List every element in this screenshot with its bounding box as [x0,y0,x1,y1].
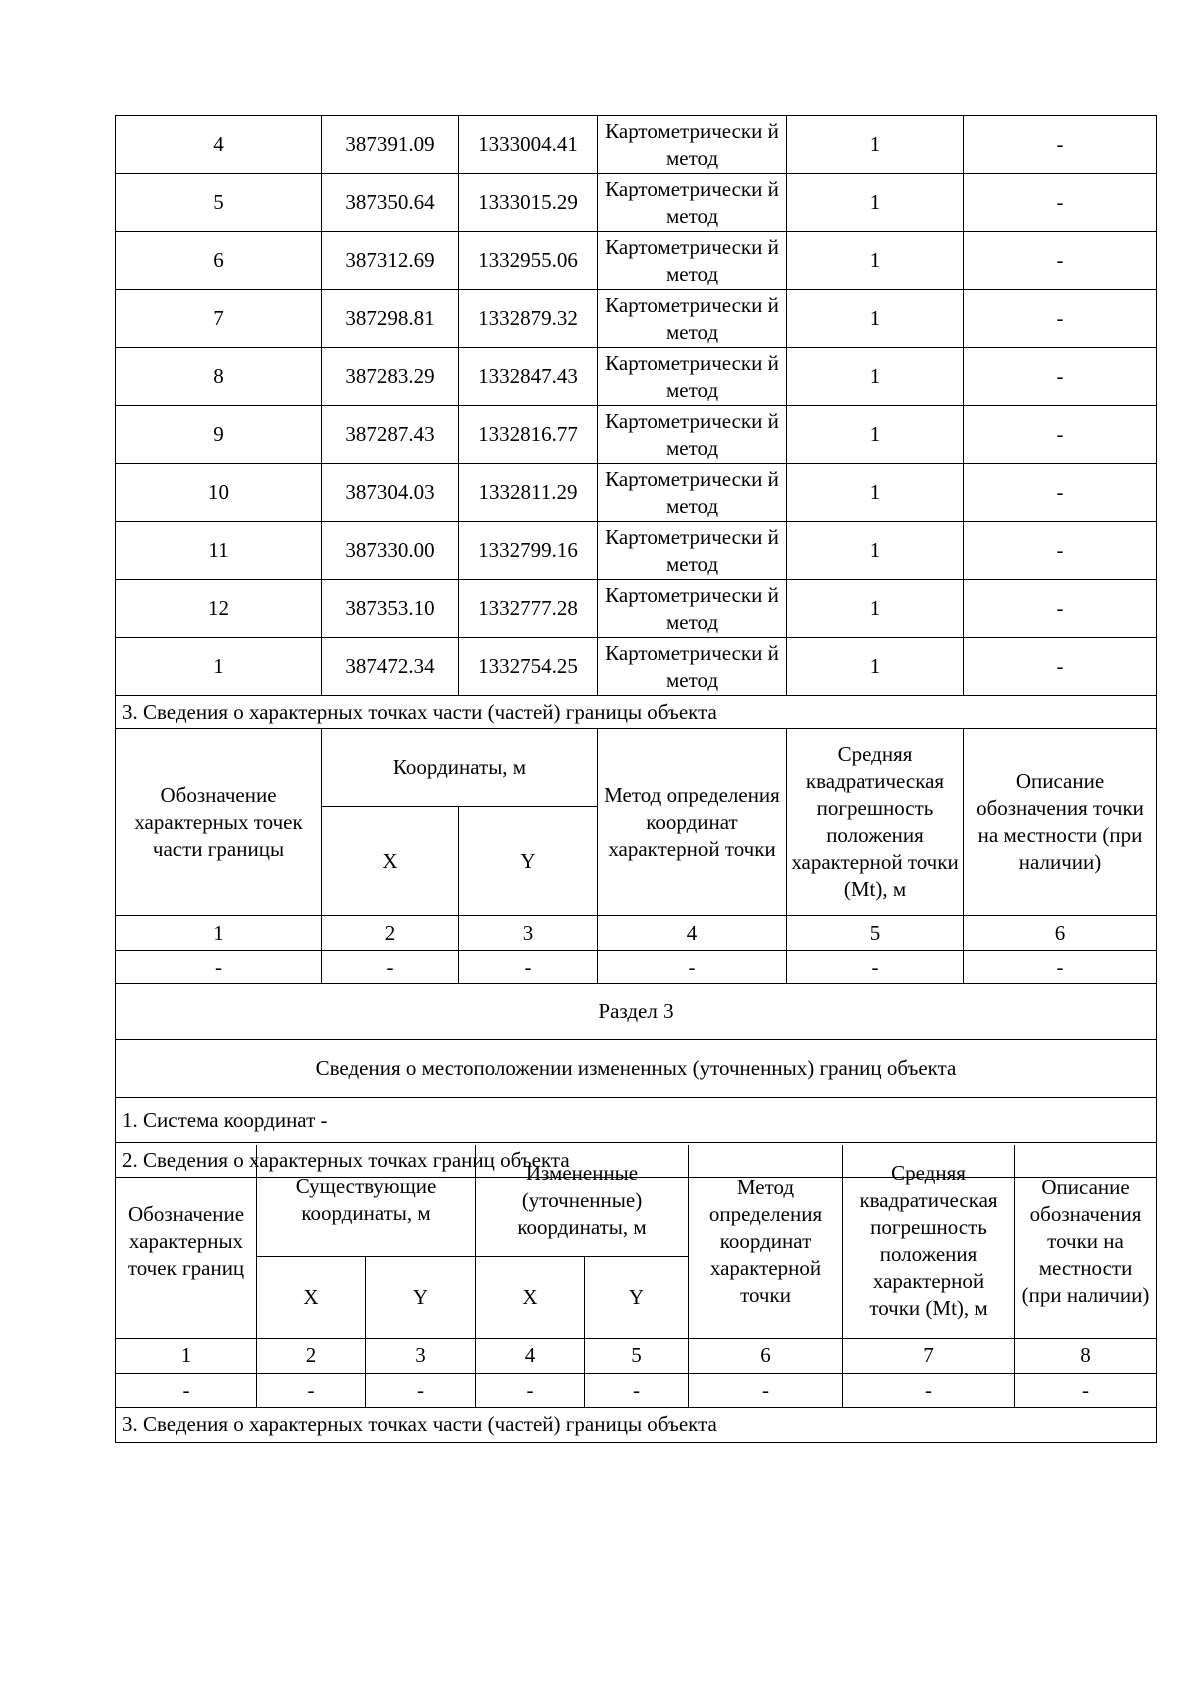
point-x: 387283.29 [322,348,459,406]
column-number: 3 [459,916,598,951]
point-x: 387391.09 [322,116,459,174]
table-row [116,290,1157,348]
empty-cell: - [257,1373,366,1407]
s3-header-method: Метод определения координат характерной точки [689,1145,843,1338]
point-mt: 1 [787,232,964,290]
point-x: 387287.43 [322,406,459,464]
point-mt: 1 [787,174,964,232]
table-row [116,348,1157,406]
point-number: 12 [116,580,322,638]
point-x: 387350.64 [322,174,459,232]
point-method: Картометрически й метод [598,116,787,174]
empty-cell: - [476,1373,585,1407]
parts-header-mt: Средняя квадратическая погрешность положения характерной точки (Mt), м [787,729,964,916]
s3-header-desc: Описание обозначения точки на местности (при наличии) [1015,1145,1157,1338]
column-number: 7 [843,1338,1015,1373]
empty-cell: - [459,951,598,984]
s3-header-designation: Обозначение характерных точек границ [116,1145,257,1338]
table-row [116,522,1157,580]
empty-cell: - [787,951,964,984]
point-desc: - [964,522,1157,580]
point-method: Картометрически й метод [598,522,787,580]
point-method: Картометрически й метод [598,348,787,406]
parts-header-designation: Обозначение характерных точек части границы [116,729,322,916]
points-table-upper [115,115,1157,1178]
s3-header-changed: Измененные (уточненные) координаты, м [476,1145,689,1256]
column-number: 2 [257,1338,366,1373]
s3-empty-row [116,1373,1157,1407]
point-x: 387472.34 [322,638,459,696]
point-x: 387304.03 [322,464,459,522]
empty-cell: - [322,951,459,984]
point-desc: - [964,290,1157,348]
column-number: 3 [366,1338,476,1373]
table-row [116,580,1157,638]
point-number: 1 [116,638,322,696]
point-y: 1332754.25 [459,638,598,696]
point-y: 1333004.41 [459,116,598,174]
column-number: 6 [689,1338,843,1373]
point-x: 387312.69 [322,232,459,290]
point-method: Картометрически й метод [598,232,787,290]
point-desc: - [964,406,1157,464]
point-number: 7 [116,290,322,348]
s3-parts-heading: 3. Сведения о характерных точках части (частей) границы объекта [116,1407,1157,1442]
coord-system: 1. Система координат - [116,1098,1157,1143]
point-y: 1332879.32 [459,290,598,348]
point-number: 5 [116,174,322,232]
point-method: Картометрически й метод [598,580,787,638]
s3-header-existing-x: X [257,1256,366,1338]
point-y: 1332777.28 [459,580,598,638]
parts-empty-row [116,951,1157,984]
point-mt: 1 [787,580,964,638]
point-desc: - [964,464,1157,522]
point-x: 387298.81 [322,290,459,348]
s3-header-existing-y: Y [366,1256,476,1338]
parts-header-y: Y [459,807,598,916]
point-desc: - [964,348,1157,406]
column-number: 1 [116,1338,257,1373]
s3-header-existing: Существующие координаты, м [257,1145,476,1256]
point-y: 1333015.29 [459,174,598,232]
parts-header-method: Метод определения координат характерной точки [598,729,787,916]
empty-cell: - [964,951,1157,984]
parts-header-desc: Описание обозначения точки на местности (при наличии) [964,729,1157,916]
point-desc: - [964,580,1157,638]
s3-header-changed-x: X [476,1256,585,1338]
table-row [116,406,1157,464]
point-desc: - [964,116,1157,174]
empty-cell: - [116,1373,257,1407]
point-x: 387353.10 [322,580,459,638]
point-y: 1332955.06 [459,232,598,290]
point-method: Картометрически й метод [598,406,787,464]
point-number: 10 [116,464,322,522]
section2-rows [116,116,1157,696]
point-method: Картометрически й метод [598,174,787,232]
parts-header-x: X [322,807,459,916]
point-mt: 1 [787,464,964,522]
point-mt: 1 [787,348,964,406]
column-number: 2 [322,916,459,951]
column-number: 8 [1015,1338,1157,1373]
point-y: 1332816.77 [459,406,598,464]
point-y: 1332811.29 [459,464,598,522]
point-desc: - [964,174,1157,232]
table-row [116,116,1157,174]
point-number: 6 [116,232,322,290]
table-row [116,464,1157,522]
column-number: 4 [476,1338,585,1373]
s3-column-numbers [116,1338,1157,1373]
s3-header-changed-y: Y [585,1256,689,1338]
empty-cell: - [1015,1373,1157,1407]
point-method: Картометрически й метод [598,290,787,348]
section3-subtitle: Сведения о местоположении измененных (уточненных) границ объекта [116,1040,1157,1098]
point-method: Картометрически й метод [598,464,787,522]
point-desc: - [964,232,1157,290]
point-number: 9 [116,406,322,464]
empty-cell: - [585,1373,689,1407]
empty-cell: - [598,951,787,984]
empty-cell: - [843,1373,1015,1407]
point-mt: 1 [787,522,964,580]
s3-header-mt: Средняя квадратическая погрешность положения характерной точки (Mt), м [843,1145,1015,1338]
parts-header-coords: Координаты, м [322,729,598,807]
point-mt: 1 [787,116,964,174]
point-mt: 1 [787,638,964,696]
column-number: 1 [116,916,322,951]
point-y: 1332847.43 [459,348,598,406]
point-mt: 1 [787,406,964,464]
column-number: 5 [787,916,964,951]
point-x: 387330.00 [322,522,459,580]
point-desc: - [964,638,1157,696]
table-row [116,232,1157,290]
point-mt: 1 [787,290,964,348]
table-row [116,174,1157,232]
point-number: 8 [116,348,322,406]
changed-points-table [115,1145,1157,1443]
column-number: 5 [585,1338,689,1373]
point-method: Картометрически й метод [598,638,787,696]
table-row [116,638,1157,696]
empty-cell: - [689,1373,843,1407]
column-number: 6 [964,916,1157,951]
section3-title: Раздел 3 [116,984,1157,1040]
column-number: 4 [598,916,787,951]
point-number: 4 [116,116,322,174]
empty-cell: - [116,951,322,984]
point-y: 1332799.16 [459,522,598,580]
parts-column-numbers [116,916,1157,951]
empty-cell: - [366,1373,476,1407]
section3-points-heading: 2. Сведения о характерных точках границ объекта [116,1143,1157,1178]
parts-heading: 3. Сведения о характерных точках части (частей) границы объекта [116,696,1157,729]
point-number: 11 [116,522,322,580]
